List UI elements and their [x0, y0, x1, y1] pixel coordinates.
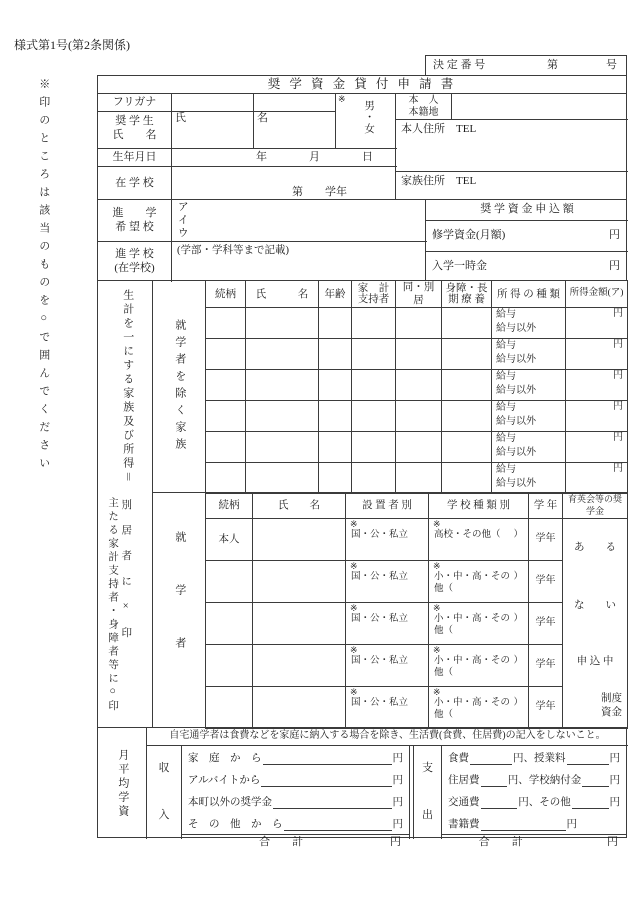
yen-label: 円	[392, 818, 403, 830]
expense-amount-field[interactable]	[582, 774, 608, 787]
income-content	[181, 746, 410, 848]
t1-disability-field[interactable]	[442, 401, 492, 432]
birthdate-field[interactable]	[171, 148, 397, 166]
students-group-cell	[152, 492, 206, 728]
t1-living-field[interactable]	[396, 308, 442, 339]
non-students-group-label: 就学者を除く家族	[173, 318, 186, 455]
entering-school-label	[98, 241, 171, 282]
entrance-lump-field[interactable]	[426, 251, 628, 282]
t2-founder-options[interactable]: ※ 国・公・私立	[346, 645, 429, 687]
income-header-cell	[146, 746, 181, 839]
scholarship-option-fund[interactable]: 制度 資金	[601, 693, 622, 718]
t2-relation-self: 本人	[206, 519, 253, 561]
t1-supporter-field[interactable]	[352, 370, 396, 401]
destination-option-a[interactable]: ア	[178, 202, 189, 213]
destination-field[interactable]	[171, 200, 427, 241]
family-address-field[interactable]	[396, 171, 628, 201]
form-style-number: 様式第1号(第2条関係)	[14, 38, 130, 52]
t1-age-field[interactable]	[319, 463, 352, 494]
t2-school-type-options[interactable]: ※ 小・中・高・その他（ ）	[429, 645, 529, 687]
destination-label-line2: 希 望 校	[115, 220, 154, 233]
application-amount-header: 奨 学 資 金 申 込 額	[480, 203, 574, 216]
t2-grade-field[interactable]: 学年	[529, 603, 563, 645]
income-line-home[interactable]	[182, 746, 409, 768]
t1-supporter-field[interactable]	[352, 401, 396, 432]
t2-header-school-type: 学 校 種 類 別	[429, 493, 529, 519]
t1-supporter-field[interactable]	[352, 339, 396, 370]
expense-amount-field[interactable]	[572, 796, 609, 809]
t1-relation-field[interactable]	[206, 463, 246, 494]
t1-name-field[interactable]	[246, 339, 319, 370]
t1-relation-field[interactable]	[206, 370, 246, 401]
t2-relation-field[interactable]	[206, 603, 253, 645]
t1-income-type-options[interactable]: 給与 給与以外	[492, 432, 566, 463]
t1-supporter-field[interactable]	[352, 308, 396, 339]
t2-school-type-options[interactable]: ※ 高校・その他（ ）	[429, 519, 529, 561]
t1-age-field[interactable]	[319, 370, 352, 401]
family-income-table	[205, 280, 628, 494]
t2-header-founder: 設 置 者 別	[346, 493, 429, 519]
scholarship-options-cell	[563, 519, 628, 729]
t2-founder-options[interactable]: ※ 国・公・私立	[346, 687, 429, 729]
t1-amount-field[interactable]: 円	[566, 401, 628, 432]
sex-cell	[335, 94, 397, 148]
entrance-lump-label: 入学一時金	[432, 260, 487, 273]
t2-header-name: 氏 名	[253, 493, 346, 519]
expense-header-char1: 支	[422, 762, 433, 775]
self-address-field[interactable]	[396, 119, 628, 171]
registry-field[interactable]	[451, 94, 628, 119]
decision-number-suffix: 号	[606, 58, 617, 71]
students-table	[205, 492, 628, 729]
birth-month-label: 月	[309, 150, 320, 163]
t1-header-living: 同・別居	[396, 281, 442, 308]
t2-header-scholarship: 育英会等の奨学金	[563, 493, 628, 519]
family-address-label: 家族住所 TEL	[401, 175, 477, 187]
yen-label: 円	[609, 796, 620, 808]
expense-header-char2: 出	[422, 808, 433, 821]
family-sidenote-top: 生計を一にする家族及び所得＝	[121, 289, 134, 485]
t1-header-relation: 続柄	[206, 281, 246, 308]
t1-disability-field[interactable]	[442, 432, 492, 463]
income-header-char2: 入	[158, 808, 170, 821]
expense-label: 学校納付金	[528, 774, 582, 786]
t1-living-field[interactable]	[396, 432, 442, 463]
yen-comma-label: 円、	[507, 774, 529, 786]
entering-school-field[interactable]	[171, 241, 427, 282]
birth-day-label: 日	[362, 150, 373, 163]
name-label-line1: 奨 学 生	[115, 115, 154, 127]
income-amount-field[interactable]	[261, 774, 391, 787]
family-sidenote-bottom	[106, 497, 132, 725]
t2-founder-options[interactable]: ※ 国・公・私立	[346, 603, 429, 645]
scholarship-option-no[interactable]: な い	[574, 600, 616, 611]
mei-field[interactable]	[253, 111, 335, 148]
t1-relation-field[interactable]	[206, 401, 246, 432]
registry-label-line2: 本籍地	[408, 107, 439, 118]
expense-line-housing-schoolfee[interactable]	[442, 768, 626, 790]
t1-living-field[interactable]	[396, 401, 442, 432]
circle-instruction-note: ※印のところは該当のものを○で囲んでください	[37, 78, 50, 475]
t1-supporter-field[interactable]	[352, 463, 396, 494]
expense-line-books[interactable]	[442, 812, 626, 834]
t2-name-field[interactable]	[253, 687, 346, 729]
t1-relation-field[interactable]	[206, 432, 246, 463]
t1-header-age: 年齢	[319, 281, 352, 308]
t2-founder-options[interactable]: ※ 国・公・私立	[346, 561, 429, 603]
decision-number-label: 決 定 番 号	[433, 58, 486, 71]
income-total-line[interactable]	[182, 834, 409, 851]
t1-name-field[interactable]	[246, 463, 319, 494]
t2-name-field[interactable]	[253, 603, 346, 645]
expense-label: 授業料	[534, 752, 566, 764]
decision-number-prefix: 第	[547, 58, 558, 71]
yen-comma-label: 円、	[518, 796, 540, 808]
t1-amount-field[interactable]: 円	[566, 432, 628, 463]
destination-option-u[interactable]: ウ	[178, 228, 189, 239]
t1-header-name: 氏 名	[246, 281, 319, 308]
income-total-label: 合 計	[259, 836, 304, 848]
t2-header-grade: 学 年	[529, 493, 563, 519]
expense-amount-field[interactable]	[481, 796, 518, 809]
furigana-sei-field[interactable]	[171, 94, 253, 111]
students-group-label: 就学者	[173, 530, 186, 690]
income-label: アルバイトから	[188, 774, 261, 786]
expense-total-label: 合 計	[478, 836, 523, 848]
yen-label: 円	[609, 774, 620, 786]
entering-school-label-line1: 進 学 校	[115, 248, 154, 261]
t1-income-type-options[interactable]: 給与 給与以外	[492, 370, 566, 401]
self-address-label: 本人住所 TEL	[401, 123, 477, 135]
t1-header-supporter: 家 計 支持者	[352, 281, 396, 308]
budget-section	[97, 727, 627, 848]
income-amount-field[interactable]	[263, 752, 392, 765]
income-line-parttime[interactable]	[182, 768, 409, 790]
monthly-fund-yen: 円	[609, 229, 620, 242]
family-sidenote-column	[97, 280, 153, 728]
monthly-fund-field[interactable]	[426, 220, 628, 251]
budget-side-cell	[98, 728, 146, 839]
sex-options[interactable]: 男・女	[363, 100, 375, 135]
t1-supporter-field[interactable]	[352, 432, 396, 463]
t2-header-relation: 続柄	[206, 493, 253, 519]
expense-content	[441, 746, 626, 848]
application-amount-block	[425, 199, 627, 281]
t1-disability-field[interactable]	[442, 370, 492, 401]
expense-line-food-tuition[interactable]	[442, 746, 626, 768]
t2-grade-field[interactable]: 学年	[529, 561, 563, 603]
t1-income-type-options[interactable]: 給与 給与以外	[492, 463, 566, 494]
t1-living-field[interactable]	[396, 339, 442, 370]
expense-label: 住居費	[448, 774, 480, 786]
t2-grade-field[interactable]: 学年	[529, 519, 563, 561]
t2-relation-field[interactable]	[206, 687, 253, 729]
expense-amount-field[interactable]	[481, 774, 507, 787]
yen-label: 円	[607, 836, 618, 848]
name-label-line2: 氏 名	[112, 128, 157, 141]
t1-header-income-type: 所 得 の 種 類	[492, 281, 566, 308]
expense-amount-field[interactable]	[481, 818, 566, 831]
entrance-lump-yen: 円	[609, 260, 620, 273]
entering-school-label-line2: (在学校)	[114, 262, 155, 274]
birth-year-label: 年	[256, 150, 267, 163]
mei-label: 名	[257, 112, 268, 124]
t1-name-field[interactable]	[246, 308, 319, 339]
entering-school-hint: (学部・学科等まで記載)	[177, 245, 289, 256]
expense-label: 食費	[448, 752, 469, 764]
expense-label: 書籍費	[448, 818, 480, 830]
expense-line-transport-other[interactable]	[442, 790, 626, 812]
monthly-fund-label: 修学資金(月額)	[432, 229, 506, 242]
birthdate-label: 生年月日	[98, 148, 171, 166]
income-label: そ の 他 か ら	[188, 818, 283, 830]
income-line-others[interactable]	[182, 812, 409, 834]
t1-relation-field[interactable]	[206, 339, 246, 370]
t1-amount-field[interactable]: 円	[566, 339, 628, 370]
form-title: 奨 学 資 金 貸 付 申 請 書	[97, 75, 627, 94]
furigana-label: フリガナ	[112, 95, 157, 108]
t2-school-type-options[interactable]: ※ 小・中・高・その他（ ）	[429, 687, 529, 729]
sex-circle-mark: ※	[338, 94, 346, 104]
t1-disability-field[interactable]	[442, 463, 492, 494]
t1-disability-field[interactable]	[442, 339, 492, 370]
expense-label: 交通費	[448, 796, 480, 808]
income-amount-field[interactable]	[273, 796, 392, 809]
income-label: 家 庭 か ら	[188, 752, 262, 764]
applicant-block	[97, 93, 396, 200]
t1-header-income-amount: 所得金額(ア)	[566, 281, 628, 308]
income-label: 本町以外の奨学金	[188, 796, 272, 808]
decision-number-box	[425, 55, 627, 76]
t2-school-type-options[interactable]: ※ 小・中・高・その他（ ）	[429, 603, 529, 645]
yen-label: 円	[566, 818, 577, 830]
t2-school-type-options[interactable]: ※ 小・中・高・その他（ ）	[429, 561, 529, 603]
name-label	[98, 111, 171, 148]
registry-label	[396, 94, 451, 119]
yen-label: 円	[609, 752, 620, 764]
t2-name-field[interactable]	[253, 561, 346, 603]
t1-disability-field[interactable]	[442, 308, 492, 339]
destination-block	[97, 199, 426, 281]
t1-amount-field[interactable]: 円	[566, 370, 628, 401]
t2-grade-field[interactable]: 学年	[529, 645, 563, 687]
t1-relation-field[interactable]	[206, 308, 246, 339]
t1-age-field[interactable]	[319, 339, 352, 370]
income-header-char1: 収	[158, 762, 170, 775]
t1-amount-field[interactable]: 円	[566, 308, 628, 339]
income-line-other-scholarship[interactable]	[182, 790, 409, 812]
family-sidenote-sub: 別居者に×印	[120, 499, 132, 653]
t2-name-field[interactable]	[253, 519, 346, 561]
sei-label: 氏	[175, 112, 186, 124]
current-school-field[interactable]	[171, 166, 397, 201]
scholarship-option-pending[interactable]: 申 込 中	[576, 656, 614, 667]
yen-label: 円	[392, 796, 403, 808]
address-block	[395, 93, 627, 200]
furigana-mei-field[interactable]	[253, 94, 335, 111]
expense-amount-field[interactable]	[470, 752, 512, 765]
t1-age-field[interactable]	[319, 432, 352, 463]
income-amount-field[interactable]	[284, 818, 392, 831]
yen-label: 円	[392, 774, 403, 786]
expense-label: その他	[539, 796, 571, 808]
t1-income-type-options[interactable]: 給与 給与以外	[492, 308, 566, 339]
t1-header-disability: 身障・長 期 療 養	[442, 281, 492, 308]
t1-income-type-options[interactable]: 給与 給与以外	[492, 339, 566, 370]
registry-label-line1: 本 人	[408, 95, 439, 106]
family-sidenote-main: 主たる家計支持者・身障者等に○印	[107, 497, 119, 714]
current-school-label: 在 学 校	[98, 166, 171, 201]
destination-label-line1: 進 学	[112, 206, 157, 219]
scholarship-option-yes[interactable]: あ る	[574, 542, 616, 553]
t2-relation-field[interactable]	[206, 561, 253, 603]
yen-label: 円	[390, 836, 401, 848]
t1-name-field[interactable]	[246, 432, 319, 463]
expense-total-line[interactable]	[442, 834, 626, 851]
expense-amount-field[interactable]	[567, 752, 609, 765]
t1-age-field[interactable]	[319, 308, 352, 339]
t2-name-field[interactable]	[253, 645, 346, 687]
t1-income-type-options[interactable]: 給与 給与以外	[492, 401, 566, 432]
destination-label	[98, 200, 171, 241]
non-students-group-cell	[152, 280, 206, 493]
sei-field[interactable]	[171, 111, 253, 148]
t1-name-field[interactable]	[246, 401, 319, 432]
t1-amount-field[interactable]: 円	[566, 463, 628, 494]
t2-founder-options[interactable]: ※ 国・公・私立	[346, 519, 429, 561]
budget-side-label: 月平均学資	[116, 748, 129, 819]
t1-age-field[interactable]	[319, 401, 352, 432]
expense-header-cell	[413, 746, 441, 839]
t2-grade-field[interactable]: 学年	[529, 687, 563, 729]
t1-living-field[interactable]	[396, 463, 442, 494]
budget-note: 自宅通学者は食費などを家庭に納入する場合を除き、生活費(食費、住居費)の記入をしないこと。	[146, 728, 628, 746]
yen-label: 円	[392, 752, 403, 764]
t2-relation-field[interactable]	[206, 645, 253, 687]
t1-living-field[interactable]	[396, 370, 442, 401]
destination-option-i[interactable]: イ	[178, 215, 189, 226]
yen-comma-label: 円、	[513, 752, 534, 764]
t1-name-field[interactable]	[246, 370, 319, 401]
grade-suffix-label: 第 学年	[292, 186, 347, 199]
